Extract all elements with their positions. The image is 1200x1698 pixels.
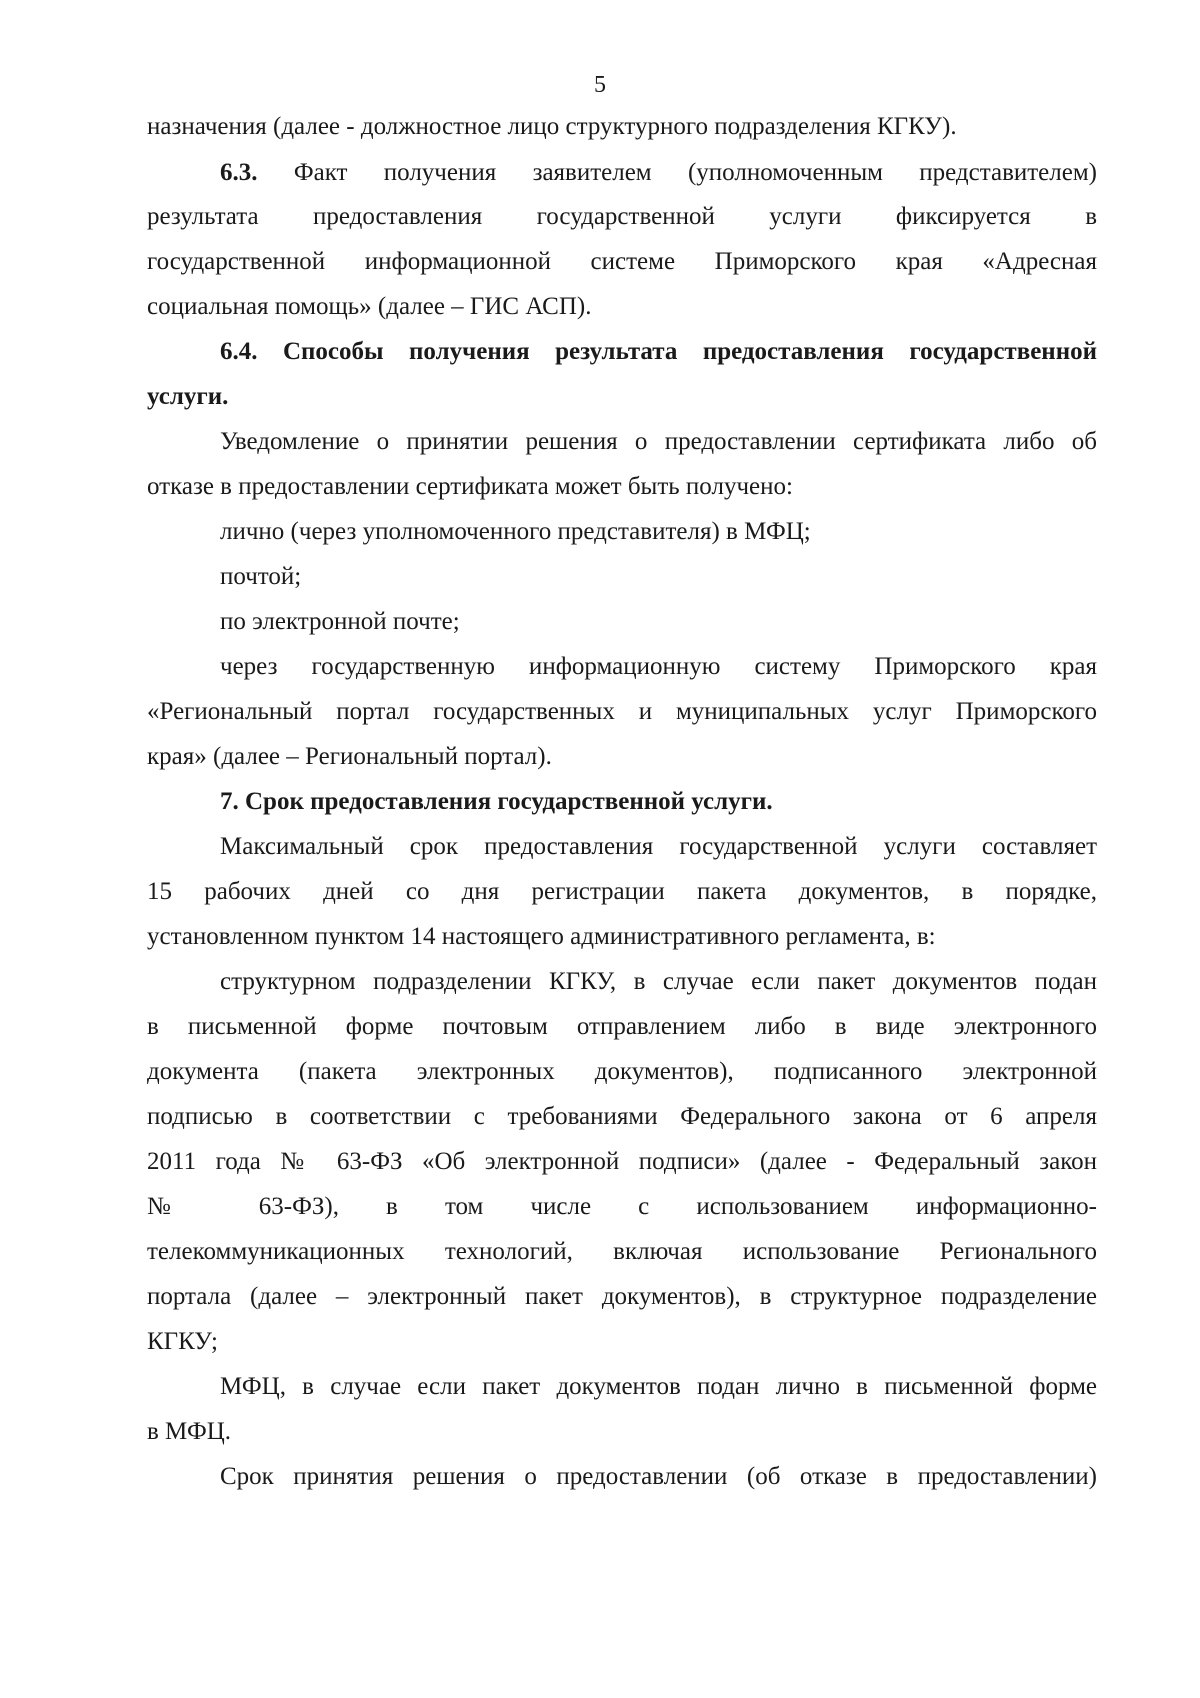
text-line: результата предоставления государственной услуги фиксируется в <box>147 203 1097 230</box>
section-heading-7: 7. Срок предоставления государственной услуги. <box>220 788 773 815</box>
text-line: установленном пунктом 14 настоящего административного регламента, в: <box>147 923 936 950</box>
text-line: в МФЦ. <box>147 1418 232 1445</box>
list-item: по электронной почте; <box>220 608 460 635</box>
text-line: в письменной форме почтовым отправлением либо в виде электронного <box>147 1013 1097 1040</box>
text-line: МФЦ, в случае если пакет документов подан лично в письменной форме <box>220 1373 1097 1400</box>
text-line: края» (далее – Региональный портал). <box>147 743 552 770</box>
text-line: портала (далее – электронный пакет документов), в структурное подразделение <box>147 1283 1097 1310</box>
text-line: документа (пакета электронных документов), подписанного электронной <box>147 1058 1097 1085</box>
text-line: «Региональный портал государственных и муниципальных услуг Приморского <box>147 698 1097 725</box>
text-line: Максимальный срок предоставления государственной услуги составляет <box>220 833 1097 860</box>
text-line: 15 рабочих дней со дня регистрации пакета документов, в порядке, <box>147 878 1097 905</box>
list-item: почтой; <box>220 563 302 590</box>
text-line: № 63-ФЗ), в том числе с использованием информационно- <box>147 1193 1097 1220</box>
text-line: телекоммуникационных технологий, включая использование Регионального <box>147 1238 1097 1265</box>
text-line: подписью в соответствии с требованиями Федерального закона от 6 апреля <box>147 1103 1097 1130</box>
page-number: 5 <box>594 72 606 98</box>
text-line: Факт получения заявителем (уполномоченным представителем) <box>293 159 1097 186</box>
paragraph-6-3-first-line <box>220 160 1097 185</box>
text-line: назначения (далее - должностное лицо структурного подразделения КГКУ). <box>147 113 957 140</box>
list-item: лично (через уполномоченного представителя) в МФЦ; <box>220 518 811 545</box>
text-line: государственной информационной системе Приморского края «Адресная <box>147 248 1097 275</box>
list-item: через государственную информационную систему Приморского края <box>220 653 1097 680</box>
item-number: 6.3. <box>220 159 258 186</box>
text-line: отказе в предоставлении сертификата может быть получено: <box>147 473 793 500</box>
text-line: КГКУ; <box>147 1328 218 1355</box>
text-line: Уведомление о принятии решения о предоставлении сертификата либо об <box>220 428 1097 455</box>
section-heading-6-4-continued: услуги. <box>147 383 229 410</box>
text-line: структурном подразделении КГКУ, в случае если пакет документов подан <box>220 968 1097 995</box>
text-line: социальная помощь» (далее – ГИС АСП). <box>147 293 592 320</box>
section-heading-6-4: 6.4. Способы получения результата предоставления государственной <box>220 338 1097 365</box>
text-line: 2011 года № 63-ФЗ «Об электронной подписи» (далее - Федеральный закон <box>147 1148 1097 1175</box>
text-line: Срок принятия решения о предоставлении (об отказе в предоставлении) <box>220 1463 1097 1490</box>
